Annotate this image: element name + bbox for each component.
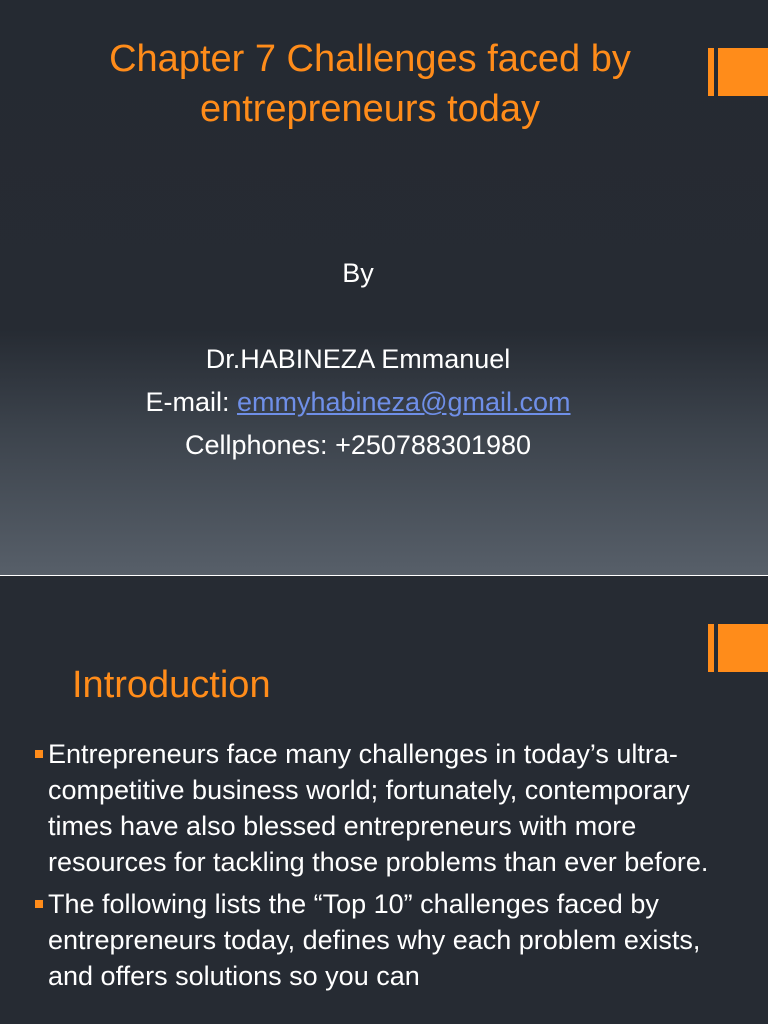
bullet-text: Entrepreneurs face many challenges in today’s ultra-competitive business world; fortunately, contemporary times have also blessed entrepreneurs with more resources for tackling those problems than ever before. — [48, 739, 709, 877]
bullet-text: The following lists the “Top 10” challenges faced by entrepreneurs today, defines why each problem exists, and offers solutions so you can — [48, 889, 701, 991]
author-contact — [40, 338, 676, 467]
accent-bar-block — [718, 624, 768, 672]
square-bullet-icon — [35, 900, 43, 908]
email-label: E-mail: — [145, 387, 237, 417]
accent-bar-thin — [708, 624, 714, 672]
email-line — [40, 381, 676, 424]
introduction-slide — [0, 576, 768, 1024]
phone-line: Cellphones: +250788301980 — [184, 430, 532, 460]
slide-corner-accent — [708, 48, 768, 96]
by-line: By — [342, 258, 374, 288]
bullet-list — [48, 736, 738, 1000]
section-heading: Introduction — [72, 664, 271, 706]
slide-corner-accent — [708, 624, 768, 672]
accent-bar-thin — [708, 48, 714, 96]
author-name: Dr.HABINEZA Emmanuel — [205, 344, 511, 374]
email-link[interactable]: emmyhabineza@gmail.com — [236, 387, 571, 417]
bullet-item — [48, 886, 738, 994]
accent-bar-block — [718, 48, 768, 96]
slide-title: Chapter 7 Challenges faced by entrepreneurs today — [109, 38, 631, 130]
bullet-item — [48, 736, 738, 880]
square-bullet-icon — [35, 750, 43, 758]
